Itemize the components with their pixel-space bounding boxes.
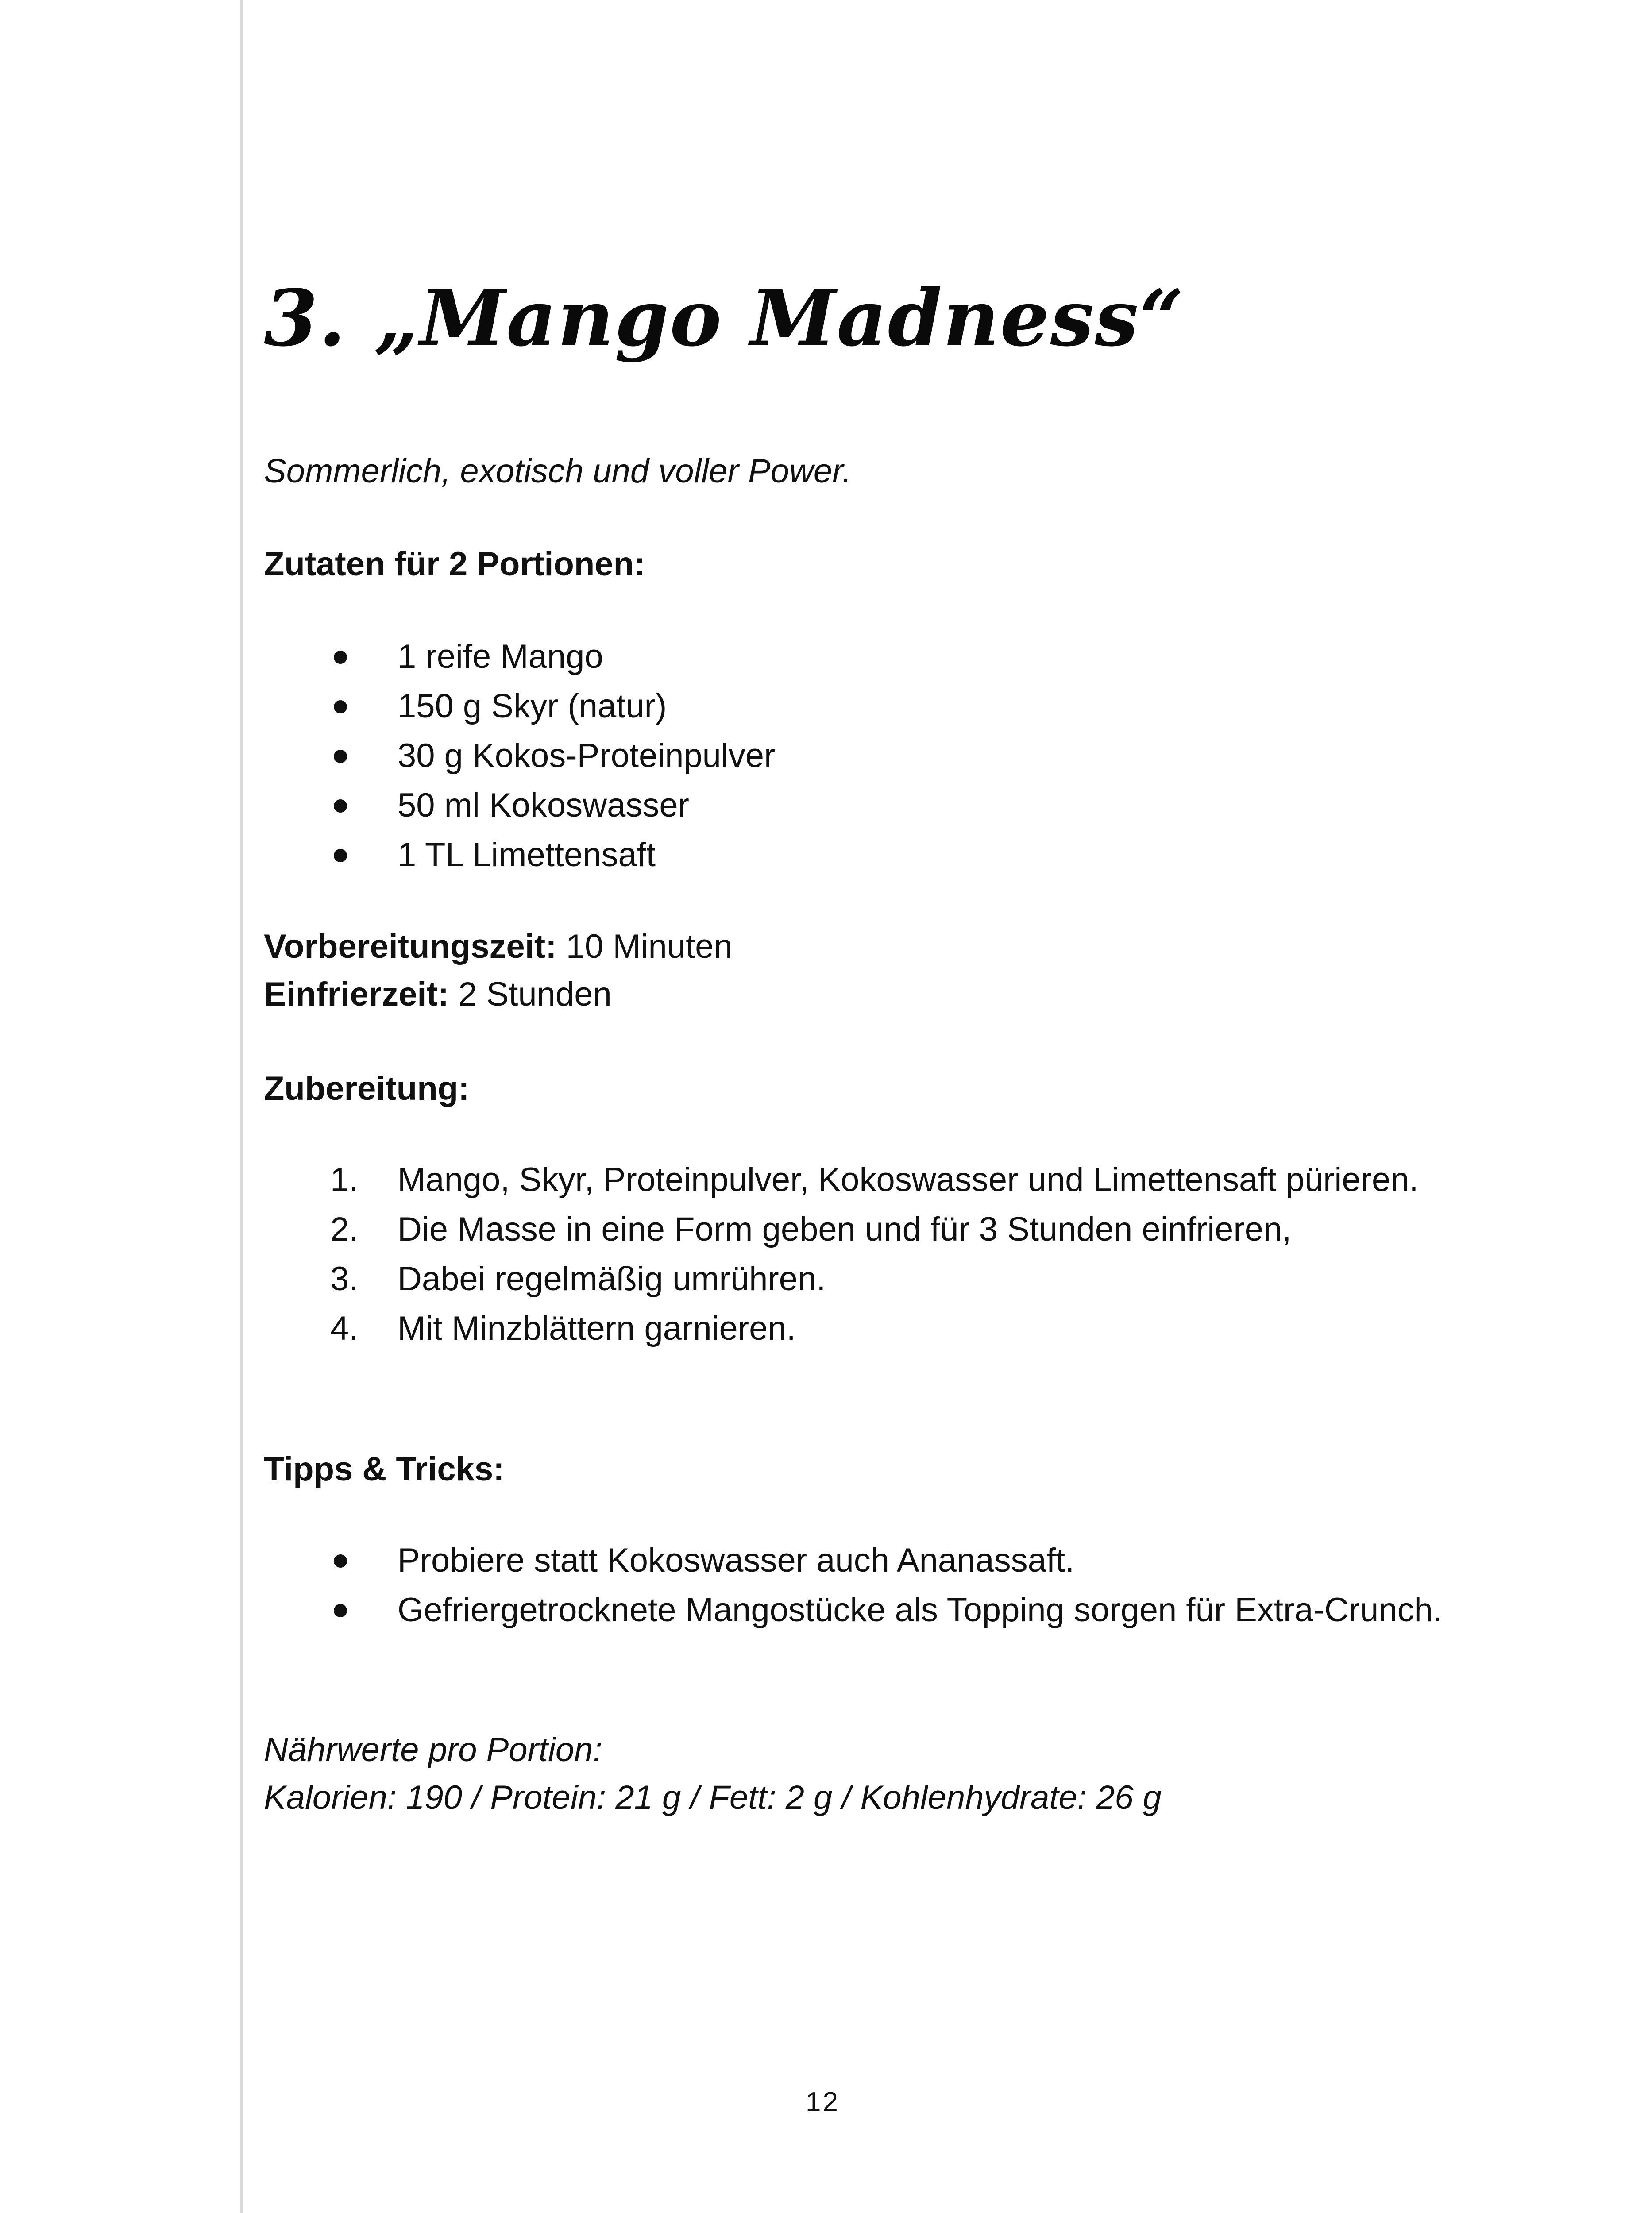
ingredient-item: 50 ml Kokoswasser xyxy=(264,781,1531,830)
bullet-icon xyxy=(334,700,347,713)
nutrition-heading: Nährwerte pro Portion: xyxy=(264,1731,602,1769)
prep-time-label: Vorbereitungszeit: xyxy=(264,928,557,965)
bullet-icon xyxy=(334,651,347,664)
step-item xyxy=(264,1155,1531,1205)
step-text: Mit Minzblättern garnieren. xyxy=(398,1310,796,1347)
ingredient-item: 150 g Skyr (natur) xyxy=(264,682,1531,731)
step-number: 4. xyxy=(330,1310,359,1347)
prep-time-row xyxy=(264,923,733,971)
page-binding-line xyxy=(240,0,243,2213)
ingredients-heading: Zutaten für 2 Portionen: xyxy=(264,545,645,583)
step-text: Die Masse in eine Form geben und für 3 Stunden einfrieren, xyxy=(398,1211,1292,1248)
tips-list xyxy=(264,1536,1531,1635)
step-item xyxy=(264,1205,1531,1254)
step-item xyxy=(264,1304,1531,1353)
ingredient-item: 1 TL Limettensaft xyxy=(264,830,1531,880)
step-number: 2. xyxy=(330,1211,359,1248)
bullet-icon xyxy=(334,1604,347,1617)
bullet-icon xyxy=(334,799,347,813)
step-number: 1. xyxy=(330,1161,359,1199)
step-text: Mango, Skyr, Proteinpulver, Kokoswasser und Limettensaft pürieren. xyxy=(398,1161,1419,1199)
step-item xyxy=(264,1254,1531,1304)
ingredients-list xyxy=(264,632,1531,880)
bullet-icon xyxy=(334,750,347,763)
nutrition-values: Kalorien: 190 / Protein: 21 g / Fett: 2 g / Kohlenhydrate: 26 g xyxy=(264,1779,1162,1816)
ingredient-item: 30 g Kokos-Proteinpulver xyxy=(264,731,1531,781)
recipe-title: 3. „Mango Madness“ xyxy=(264,273,1185,364)
ingredient-item: 1 reife Mango xyxy=(264,632,1531,682)
recipe-subtitle: Sommerlich, exotisch und voller Power. xyxy=(264,452,852,490)
tips-heading: Tipps & Tricks: xyxy=(264,1450,505,1488)
tip-item: Gefriergetrocknete Mangostücke als Topping sorgen für Extra-Crunch. xyxy=(264,1585,1531,1635)
prep-time-value: 10 Minuten xyxy=(566,928,733,965)
page-number: 12 xyxy=(806,2087,840,2117)
preparation-heading: Zubereitung: xyxy=(264,1070,470,1107)
tip-item: Probiere statt Kokoswasser auch Ananassaft. xyxy=(264,1536,1531,1585)
nutrition-info xyxy=(264,1726,1162,1822)
freeze-time-value: 2 Stunden xyxy=(458,975,612,1013)
freeze-time-row xyxy=(264,971,733,1018)
bullet-icon xyxy=(334,849,347,862)
bullet-icon xyxy=(334,1554,347,1568)
step-text: Dabei regelmäßig umrühren. xyxy=(398,1260,826,1298)
preparation-steps xyxy=(264,1155,1531,1353)
time-info xyxy=(264,923,733,1018)
freeze-time-label: Einfrierzeit: xyxy=(264,975,449,1013)
step-number: 3. xyxy=(330,1260,359,1298)
